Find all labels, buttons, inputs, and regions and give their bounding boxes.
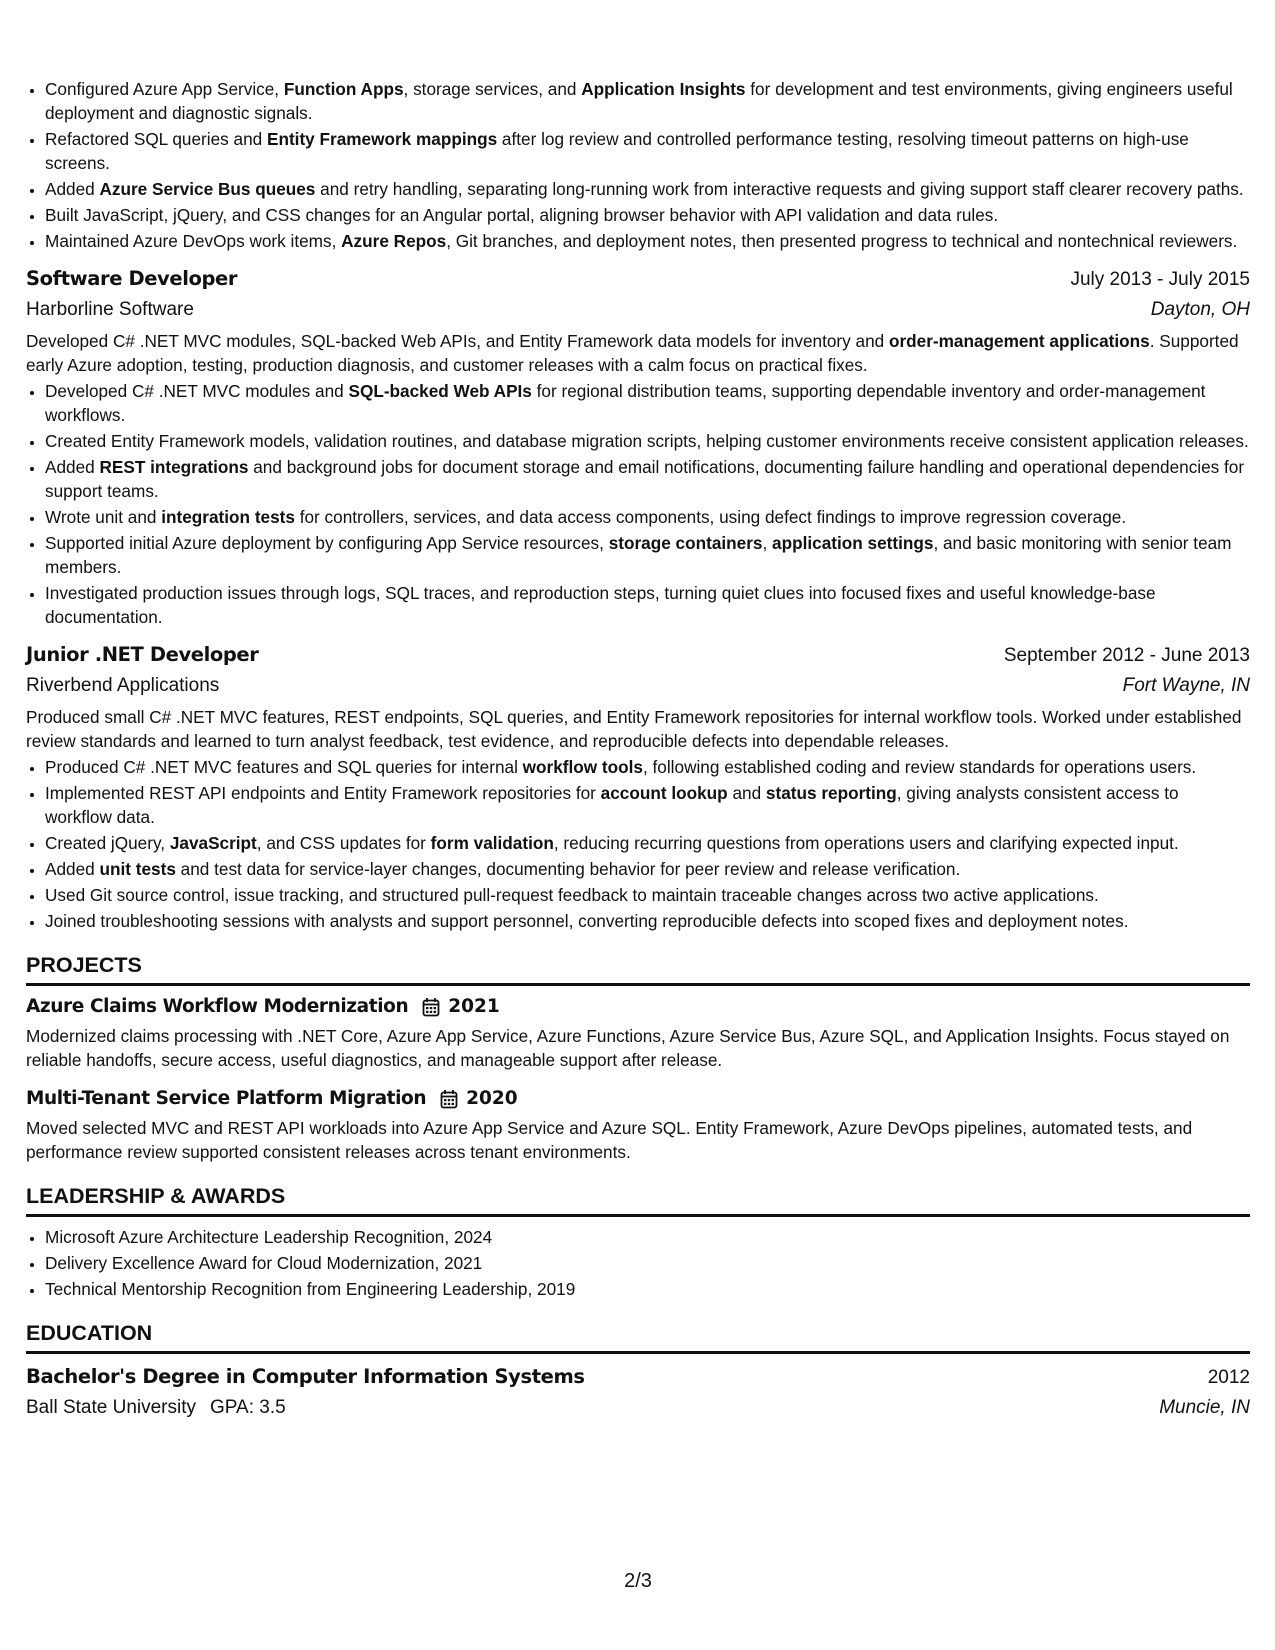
bold-text: JavaScript [169, 833, 257, 853]
education-entry [26, 1362, 1250, 1423]
project-entry [26, 992, 1250, 1072]
text-run: Refactored SQL queries and [45, 129, 267, 149]
bullet-item [45, 581, 1250, 629]
bullet-item [45, 831, 1250, 855]
job-summary [26, 329, 1250, 377]
education-header-row [26, 1362, 1250, 1393]
text-run: Produced C# .NET MVC features and SQL queries for internal [45, 757, 523, 777]
bullet-item [45, 229, 1250, 253]
bold-text: account lookup [600, 783, 728, 803]
calendar-icon [440, 1089, 458, 1109]
education-section-title: EDUCATION [26, 1321, 153, 1345]
gpa: GPA: 3.5 [210, 1397, 286, 1418]
job-company: Riverbend Applications [26, 675, 220, 696]
project-year: 2021 [448, 996, 500, 1017]
award-item: • Delivery Excellence Award for Cloud Modernization, 2021 [45, 1251, 1250, 1275]
text-run: Configured Azure App Service, [45, 79, 284, 99]
bullet-item [45, 429, 1250, 453]
text-run: Supported initial Azure deployment by configuring App Service resources, [45, 533, 609, 553]
project-entry [26, 1084, 1250, 1164]
text-run: Maintained Azure DevOps work items, [45, 231, 342, 251]
text-run: Created Entity Framework models, validation routines, and database migration scripts, helping customer environments receive consistent application releases. [45, 431, 1249, 451]
awards-section-header [26, 1180, 1250, 1217]
text-run: for development and test environments, giving engineers useful deployment and diagnostic signals. [45, 79, 1233, 123]
text-run: for regional distribution teams, supporting dependable inventory and order-management workflows. [45, 381, 1206, 425]
job-location: Fort Wayne, IN [1122, 675, 1250, 696]
text-run: Developed C# .NET MVC modules, SQL-backed Web APIs, and Entity Framework data models for inventory and [26, 331, 889, 351]
text-run: Investigated production issues through logs, SQL traces, and reproduction steps, turning quiet clues into focused fixes and useful knowledge-base documentation. [45, 583, 1156, 627]
school-location: Muncie, IN [1159, 1397, 1250, 1418]
text-run: Added [45, 179, 100, 199]
bullet-item [45, 203, 1250, 227]
job-dates: July 2013 - July 2015 [1070, 269, 1250, 290]
bold-text: Function Apps [283, 79, 404, 99]
bold-text: SQL-backed Web APIs [348, 381, 532, 401]
job-company: Harborline Software [26, 299, 194, 320]
project-year: 2020 [466, 1088, 518, 1109]
projects-section-title: PROJECTS [26, 953, 142, 977]
bold-text: status reporting [765, 783, 897, 803]
project-header-row [26, 992, 1250, 1022]
bullet-item [45, 455, 1250, 503]
project-title: Multi-Tenant Service Platform Migration [26, 1088, 427, 1109]
text-run: after log review and controlled performance testing, resolving timeout patterns on high-use screens. [45, 129, 1189, 173]
text-run: Added [45, 859, 100, 879]
text-run: and background jobs for document storage and email notifications, documenting failure handling and operational dependencies for support teams. [45, 457, 1245, 501]
text-run: and retry handling, separating long-running work from interactive requests and giving support staff clearer recovery paths. [315, 179, 1244, 199]
awards-list [26, 1225, 1250, 1301]
job-summary [26, 705, 1250, 753]
projects-list [26, 992, 1250, 1164]
bold-text: integration tests [161, 507, 295, 527]
job-bullet-list [26, 755, 1250, 933]
text-run: Developed C# .NET MVC modules and [45, 381, 349, 401]
project-description: Moved selected MVC and REST API workloads into Azure App Service and Azure SQL. Entity Framework, Azure DevOps pipelines, automated tests, and performance review supported consistent releases across tenant environments. [26, 1118, 1193, 1162]
job-dates: September 2012 - June 2013 [1003, 645, 1250, 666]
bold-text: unit tests [99, 859, 176, 879]
bullet-item [45, 127, 1250, 175]
bullet-item [45, 781, 1250, 829]
graduation-year: 2012 [1207, 1367, 1250, 1388]
bold-text: storage containers [608, 533, 763, 553]
bullet-item [45, 755, 1250, 779]
bullet-item [45, 531, 1250, 579]
bullet-item [45, 177, 1250, 201]
bullet-item [45, 77, 1250, 125]
bullet-item [45, 379, 1250, 427]
school-info [26, 1393, 286, 1423]
bold-text: Application Insights [581, 79, 746, 99]
experience-bullet-list [26, 77, 1250, 253]
calendar-icon [422, 997, 440, 1017]
job-entry [26, 640, 1250, 933]
project-description: Modernized claims processing with .NET Core, Azure App Service, Azure Functions, Azure Service Bus, Azure SQL, and Application Insights. Focus stayed on reliable handoffs, secure access, useful diagnostics, and manageable support after release. [26, 1026, 1230, 1070]
text-run: Implemented REST API endpoints and Entity Framework repositories for [45, 783, 601, 803]
bullet-item [45, 857, 1250, 881]
text-run: and [727, 783, 766, 803]
text-run: Wrote unit and [45, 507, 162, 527]
text-run: , [762, 533, 773, 553]
award-item: • Microsoft Azure Architecture Leadership Recognition, 2024 [45, 1225, 1250, 1249]
bullet-item [45, 909, 1250, 933]
text-run: , Git branches, and deployment notes, then presented progress to technical and nontechnical reviewers. [446, 231, 1238, 251]
bullet-item [45, 883, 1250, 907]
job-bullet-list [26, 379, 1250, 629]
projects-section-header [26, 949, 1250, 986]
bold-text: REST integrations [99, 457, 249, 477]
text-run: Used Git source control, issue tracking, and structured pull-request feedback to maintain traceable changes across two active applications. [45, 885, 1099, 905]
school-name: Ball State University [26, 1397, 197, 1418]
job-sub-row [26, 295, 1250, 325]
project-title: Azure Claims Workflow Modernization [26, 996, 409, 1017]
bold-text: application settings [772, 533, 934, 553]
text-run: , storage services, and [403, 79, 582, 99]
bold-text: Entity Framework mappings [266, 129, 498, 149]
job-sub-row [26, 671, 1250, 701]
text-run: , giving analysts consistent access to workflow data. [45, 783, 1179, 827]
text-run: , reducing recurring questions from operations users and clarifying expected input. [553, 833, 1179, 853]
text-run: and test data for service-layer changes, documenting behavior for peer review and release verification. [175, 859, 961, 879]
text-run: , and basic monitoring with senior team members. [45, 533, 1232, 577]
text-run: Joined troubleshooting sessions with analysts and support personnel, converting reproducible defects into scoped fixes and deployment notes. [45, 911, 1129, 931]
degree-title: Bachelor's Degree in Computer Information Systems [26, 1365, 585, 1388]
bold-text: Azure Repos [341, 231, 447, 251]
bullet-item [45, 505, 1250, 529]
text-run: Created jQuery, [45, 833, 170, 853]
text-run: for controllers, services, and data access components, using defect findings to improve regression coverage. [294, 507, 1127, 527]
bold-text: Azure Service Bus queues [99, 179, 316, 199]
bold-text: form validation [430, 833, 554, 853]
text-run: . Supported early Azure adoption, testing, production diagnosis, and customer releases with a calm focus on practical fixes. [26, 331, 1239, 375]
text-run: , and CSS updates for [256, 833, 431, 853]
text-run: Added [45, 457, 100, 477]
bold-text: workflow tools [522, 757, 643, 777]
experience-jobs [26, 264, 1250, 933]
award-item: • Technical Mentorship Recognition from Engineering Leadership, 2019 [45, 1277, 1250, 1301]
text-run: Built JavaScript, jQuery, and CSS changes for an Angular portal, aligning browser behavior with API validation and data rules. [45, 205, 999, 225]
resume-page [26, 77, 1250, 1592]
bold-text: order-management applications [888, 331, 1150, 351]
job-location: Dayton, OH [1150, 299, 1250, 320]
text-run: Produced small C# .NET MVC features, REST endpoints, SQL queries, and Entity Framework repositories for internal workflow tools. Worked under established review standards and learned to turn analyst feedback, test evidence, and reproducible defects into dependable releases. [26, 707, 1242, 751]
job-title: Junior .NET Developer [26, 643, 259, 666]
text-run: , following established coding and review standards for operations users. [642, 757, 1197, 777]
education-section-header [26, 1317, 1250, 1354]
education-sub-row [26, 1393, 1250, 1423]
job-title: Software Developer [26, 267, 238, 290]
awards-section-title: LEADERSHIP & AWARDS [26, 1184, 286, 1208]
job-header-row [26, 264, 1250, 295]
job-header-row [26, 640, 1250, 671]
page-number: 2/3 [624, 1570, 652, 1592]
project-header-row [26, 1084, 1250, 1114]
job-entry [26, 264, 1250, 629]
